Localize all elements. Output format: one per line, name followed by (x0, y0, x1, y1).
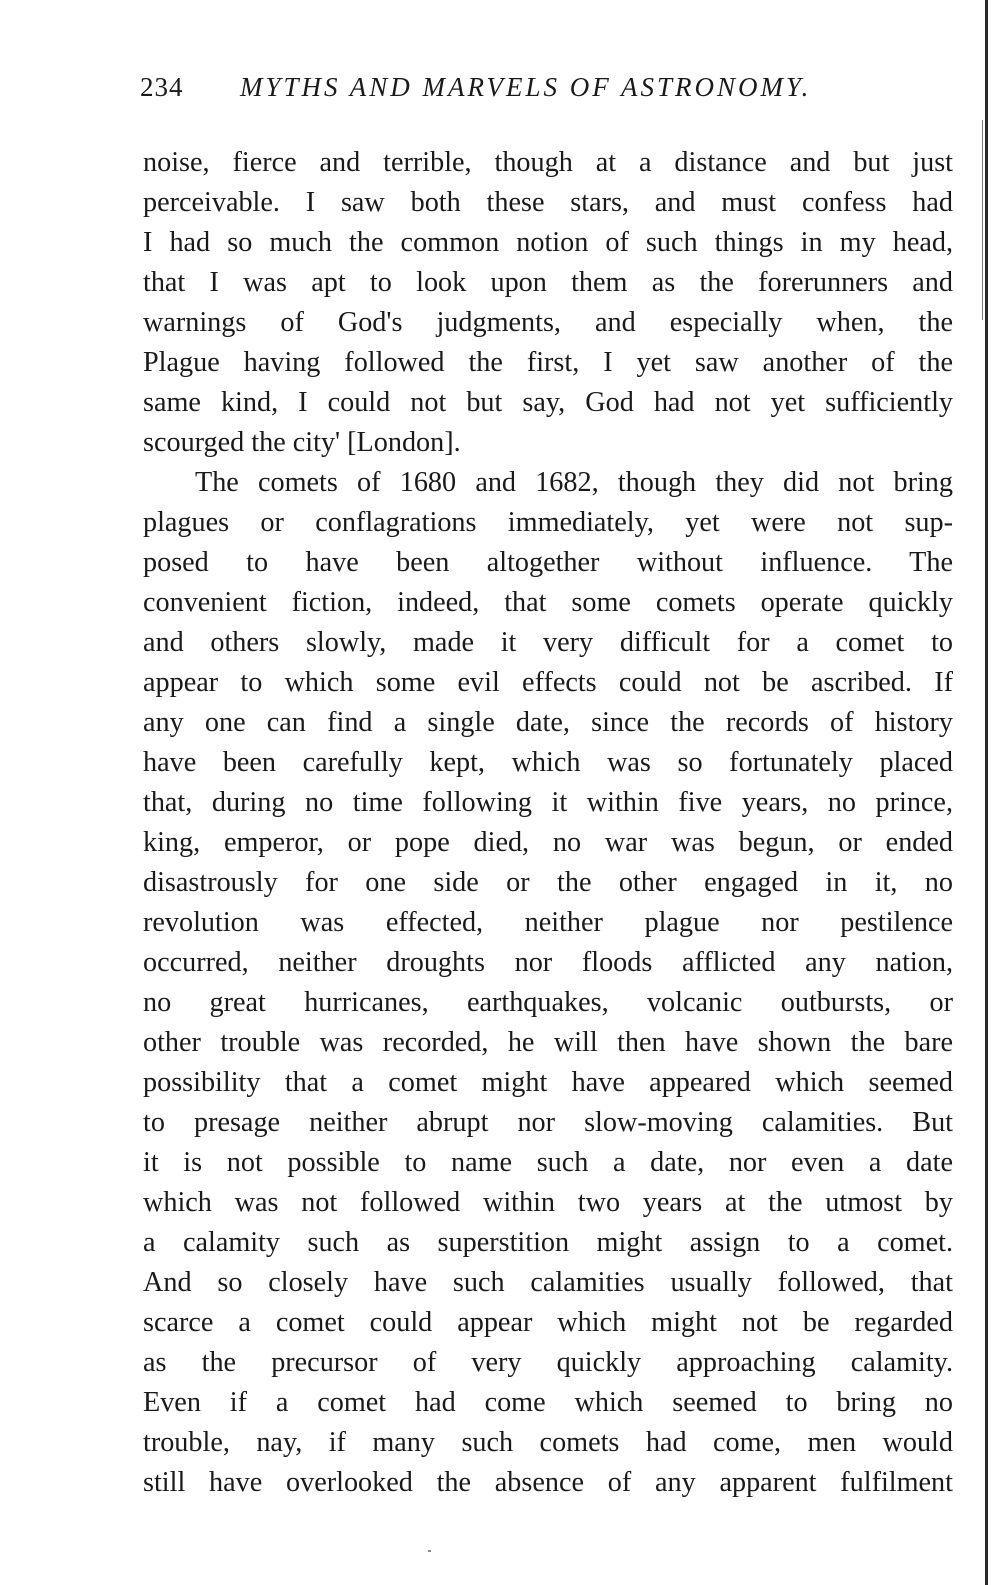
page-header (140, 72, 952, 112)
text-line: have been carefully kept, which was so fortunately placed (143, 747, 953, 778)
text-line: and others slowly, made it very difficult for a comet to (143, 627, 953, 658)
text-line: a calamity such as superstition might assign to a comet. (143, 1227, 953, 1258)
text-line: which was not followed within two years at the utmost by (143, 1187, 953, 1218)
text-line: warnings of God's judgments, and especially when, the (143, 307, 953, 338)
text-line: I had so much the common notion of such things in my head, (143, 227, 953, 258)
paragraph-start-line: The comets of 1680 and 1682, though they did not bring (195, 467, 953, 498)
text-line: occurred, neither droughts nor floods afflicted any nation, (143, 947, 953, 978)
text-line: And so closely have such calamities usually followed, that (143, 1267, 953, 1298)
text-line: still have overlooked the absence of any apparent fulfilment (143, 1467, 953, 1498)
text-line: possibility that a comet might have appeared which seemed (143, 1067, 953, 1098)
page-number: 234 (140, 72, 184, 102)
page-edge-shadow (982, 120, 983, 320)
text-line: revolution was effected, neither plague nor pestilence (143, 907, 953, 938)
text-line: that, during no time following it within five years, no prince, (143, 787, 953, 818)
text-line: Even if a comet had come which seemed to bring no (143, 1387, 953, 1418)
text-line: appear to which some evil effects could not be ascribed. If (143, 667, 953, 698)
text-line: any one can find a single date, since the records of history (143, 707, 953, 738)
text-line: it is not possible to name such a date, nor even a date (143, 1147, 953, 1178)
page-edge-rule (985, 0, 988, 1585)
text-line: convenient fiction, indeed, that some comets operate quickly (143, 587, 953, 618)
text-line: disastrously for one side or the other engaged in it, no (143, 867, 953, 898)
text-line: perceivable. I saw both these stars, and must confess had (143, 187, 953, 218)
text-line: to presage neither abrupt nor slow-moving calamities. But (143, 1107, 953, 1138)
print-speck (428, 1550, 431, 1552)
text-line: scarce a comet could appear which might not be regarded (143, 1307, 953, 1338)
text-line: as the precursor of very quickly approaching calamity. (143, 1347, 953, 1378)
text-line: trouble, nay, if many such comets had come, men would (143, 1427, 953, 1458)
text-line: posed to have been altogether without influence. The (143, 547, 953, 578)
running-head: MYTHS AND MARVELS OF ASTRONOMY. (240, 72, 812, 102)
text-line: scourged the city' [London]. (143, 427, 461, 458)
text-line: king, emperor, or pope died, no war was begun, or ended (143, 827, 953, 858)
text-line: same kind, I could not but say, God had not yet sufficiently (143, 387, 953, 418)
text-line: noise, fierce and terrible, though at a distance and but just (143, 147, 953, 178)
text-line: other trouble was recorded, he will then have shown the bare (143, 1027, 953, 1058)
text-line: that I was apt to look upon them as the forerunners and (143, 267, 953, 298)
text-line: plagues or conflagrations immediately, yet were not sup- (143, 507, 953, 538)
body-text (143, 143, 953, 1503)
text-line: Plague having followed the first, I yet saw another of the (143, 347, 953, 378)
text-line: no great hurricanes, earthquakes, volcanic outbursts, or (143, 987, 953, 1018)
